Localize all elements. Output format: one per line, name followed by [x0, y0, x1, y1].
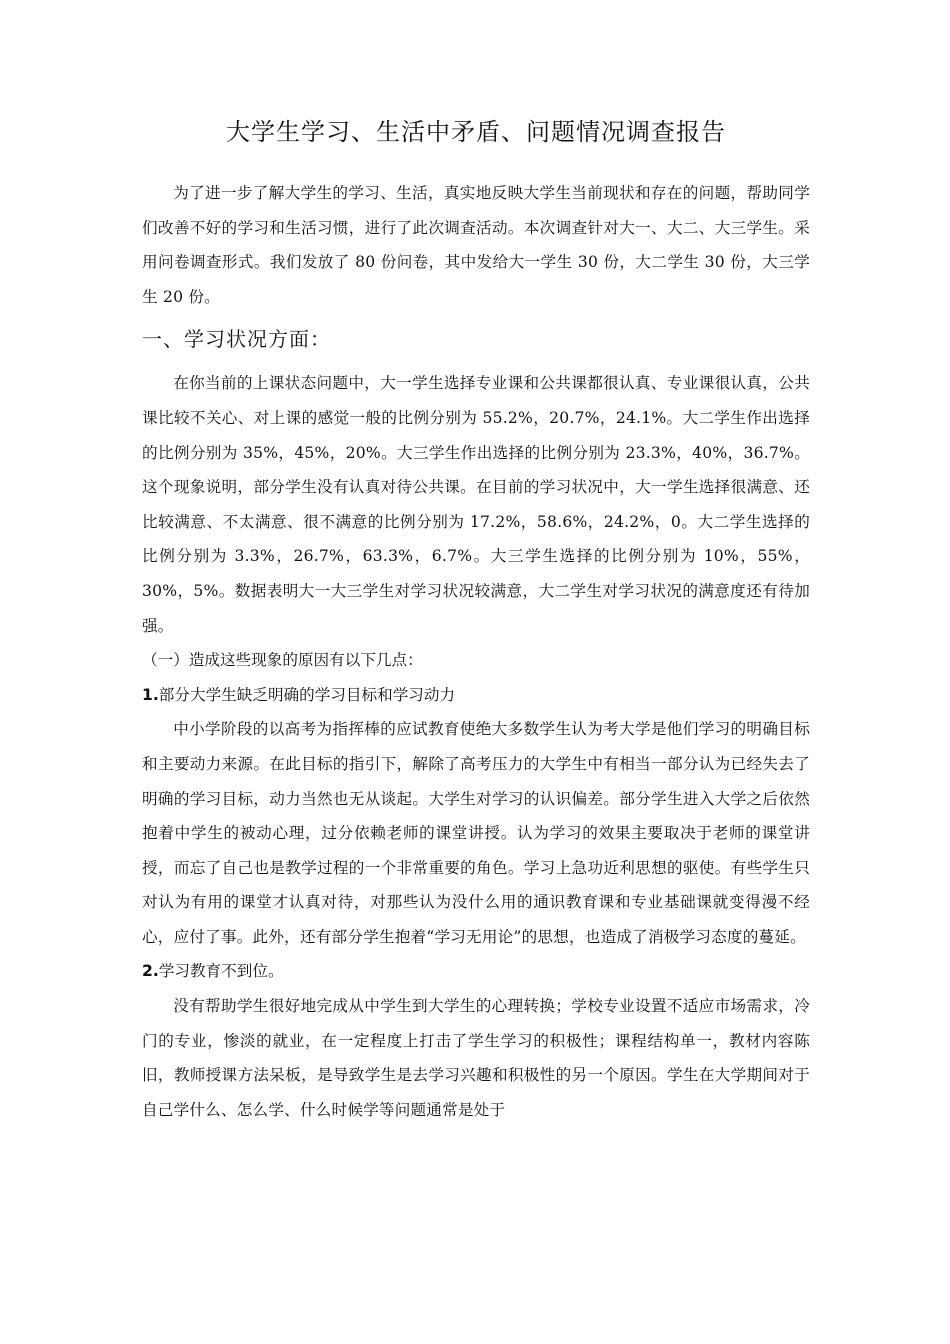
document-title: 大学生学习、生活中矛盾、问题情况调查报告 — [226, 118, 726, 146]
reason-2-number: 2. — [142, 962, 159, 981]
study-status-paragraph: 在你当前的上课状态问题中，大一学生选择专业课和公共课都很认真、专业课很认真，公共课比较不关心、对上课的感觉一般的比例分别为 55.2%，20.7%，24.1%。大二学生作出选择的比例分别为 35%，45%，20%。大三学生作出选择的比例分别为 23.3%，40%，36.7%。这个现象说明，部分学生没有认真对待公共课。在目前的学习状况中，大一学生选择很满意、还比较满意、不太满意、很不满意的比例分别为 17.2%，58.6%，24.2%，0。大二学生选择的比例分别为 3.3%，26.7%，63.3%，6.7%。大三学生选择的比例分别为 10%，55%，30%，5%。数据表明大一大三学生对学习状况较满意，大二学生对学习状况的满意度还有待加强。 — [142, 374, 810, 635]
reason-1-paragraph: 中小学阶段的以高考为指挥棒的应试教育使绝大多数学生认为考大学是他们学习的明确目标和主要动力来源。在此目标的指引下，解除了高考压力的大学生中有相当一部分认为已经失去了明确的学习目标，动力当然也无从谈起。大学生对学习的认识偏差。部分学生进入大学之后依然抱着中学生的被动心理，过分依赖老师的课堂讲授。认为学习的效果主要取决于老师的课堂讲授，而忘了自己也是教学过程的一个非常重要的角色。学习上急功近利思想的驱使。有些学生只对认为有用的课堂才认真对待，对那些认为没什么用的通识教育课和专业基础课就变得漫不经心，应付了事。此外，还有部分学生抱着“学习无用论”的思想，也造成了消极学习态度的蔓延。 — [142, 720, 810, 946]
reason-1-number: 1. — [142, 685, 159, 704]
reasons-heading: （一）造成这些现象的原因有以下几点： — [142, 651, 423, 670]
section-heading-study: 一、学习状况方面： — [142, 327, 331, 352]
reason-2-paragraph: 没有帮助学生很好地完成从中学生到大学生的心理转换；学校专业设置不适应市场需求，冷门的专业，惨淡的就业，在一定程度上打击了学生学习的积极性；课程结构单一，教材内容陈旧，教师授课方法呆板，是导致学生是去学习兴趣和积极性的另一个原因。学生在大学期间对于自己学什么、怎么学、什么时候学等问题通常是处于 — [142, 997, 810, 1119]
reason-2-heading — [142, 954, 810, 989]
intro-paragraph: 为了进一步了解大学生的学习、生活，真实地反映大学生当前现状和存在的问题，帮助同学们改善不好的学习和生活习惯，进行了此次调查活动。本次调查针对大一、大二、大三学生。采用问卷调查形式。我们发放了 80 份问卷，其中发给大一学生 30 份，大二学生 30 份，大三学生 20 份。 — [142, 184, 810, 306]
reason-1-heading — [142, 678, 810, 713]
reason-1-title: 部分大学生缺乏明确的学习目标和学习动力 — [158, 685, 456, 704]
reason-2-title: 学习教育不到位。 — [158, 962, 284, 981]
